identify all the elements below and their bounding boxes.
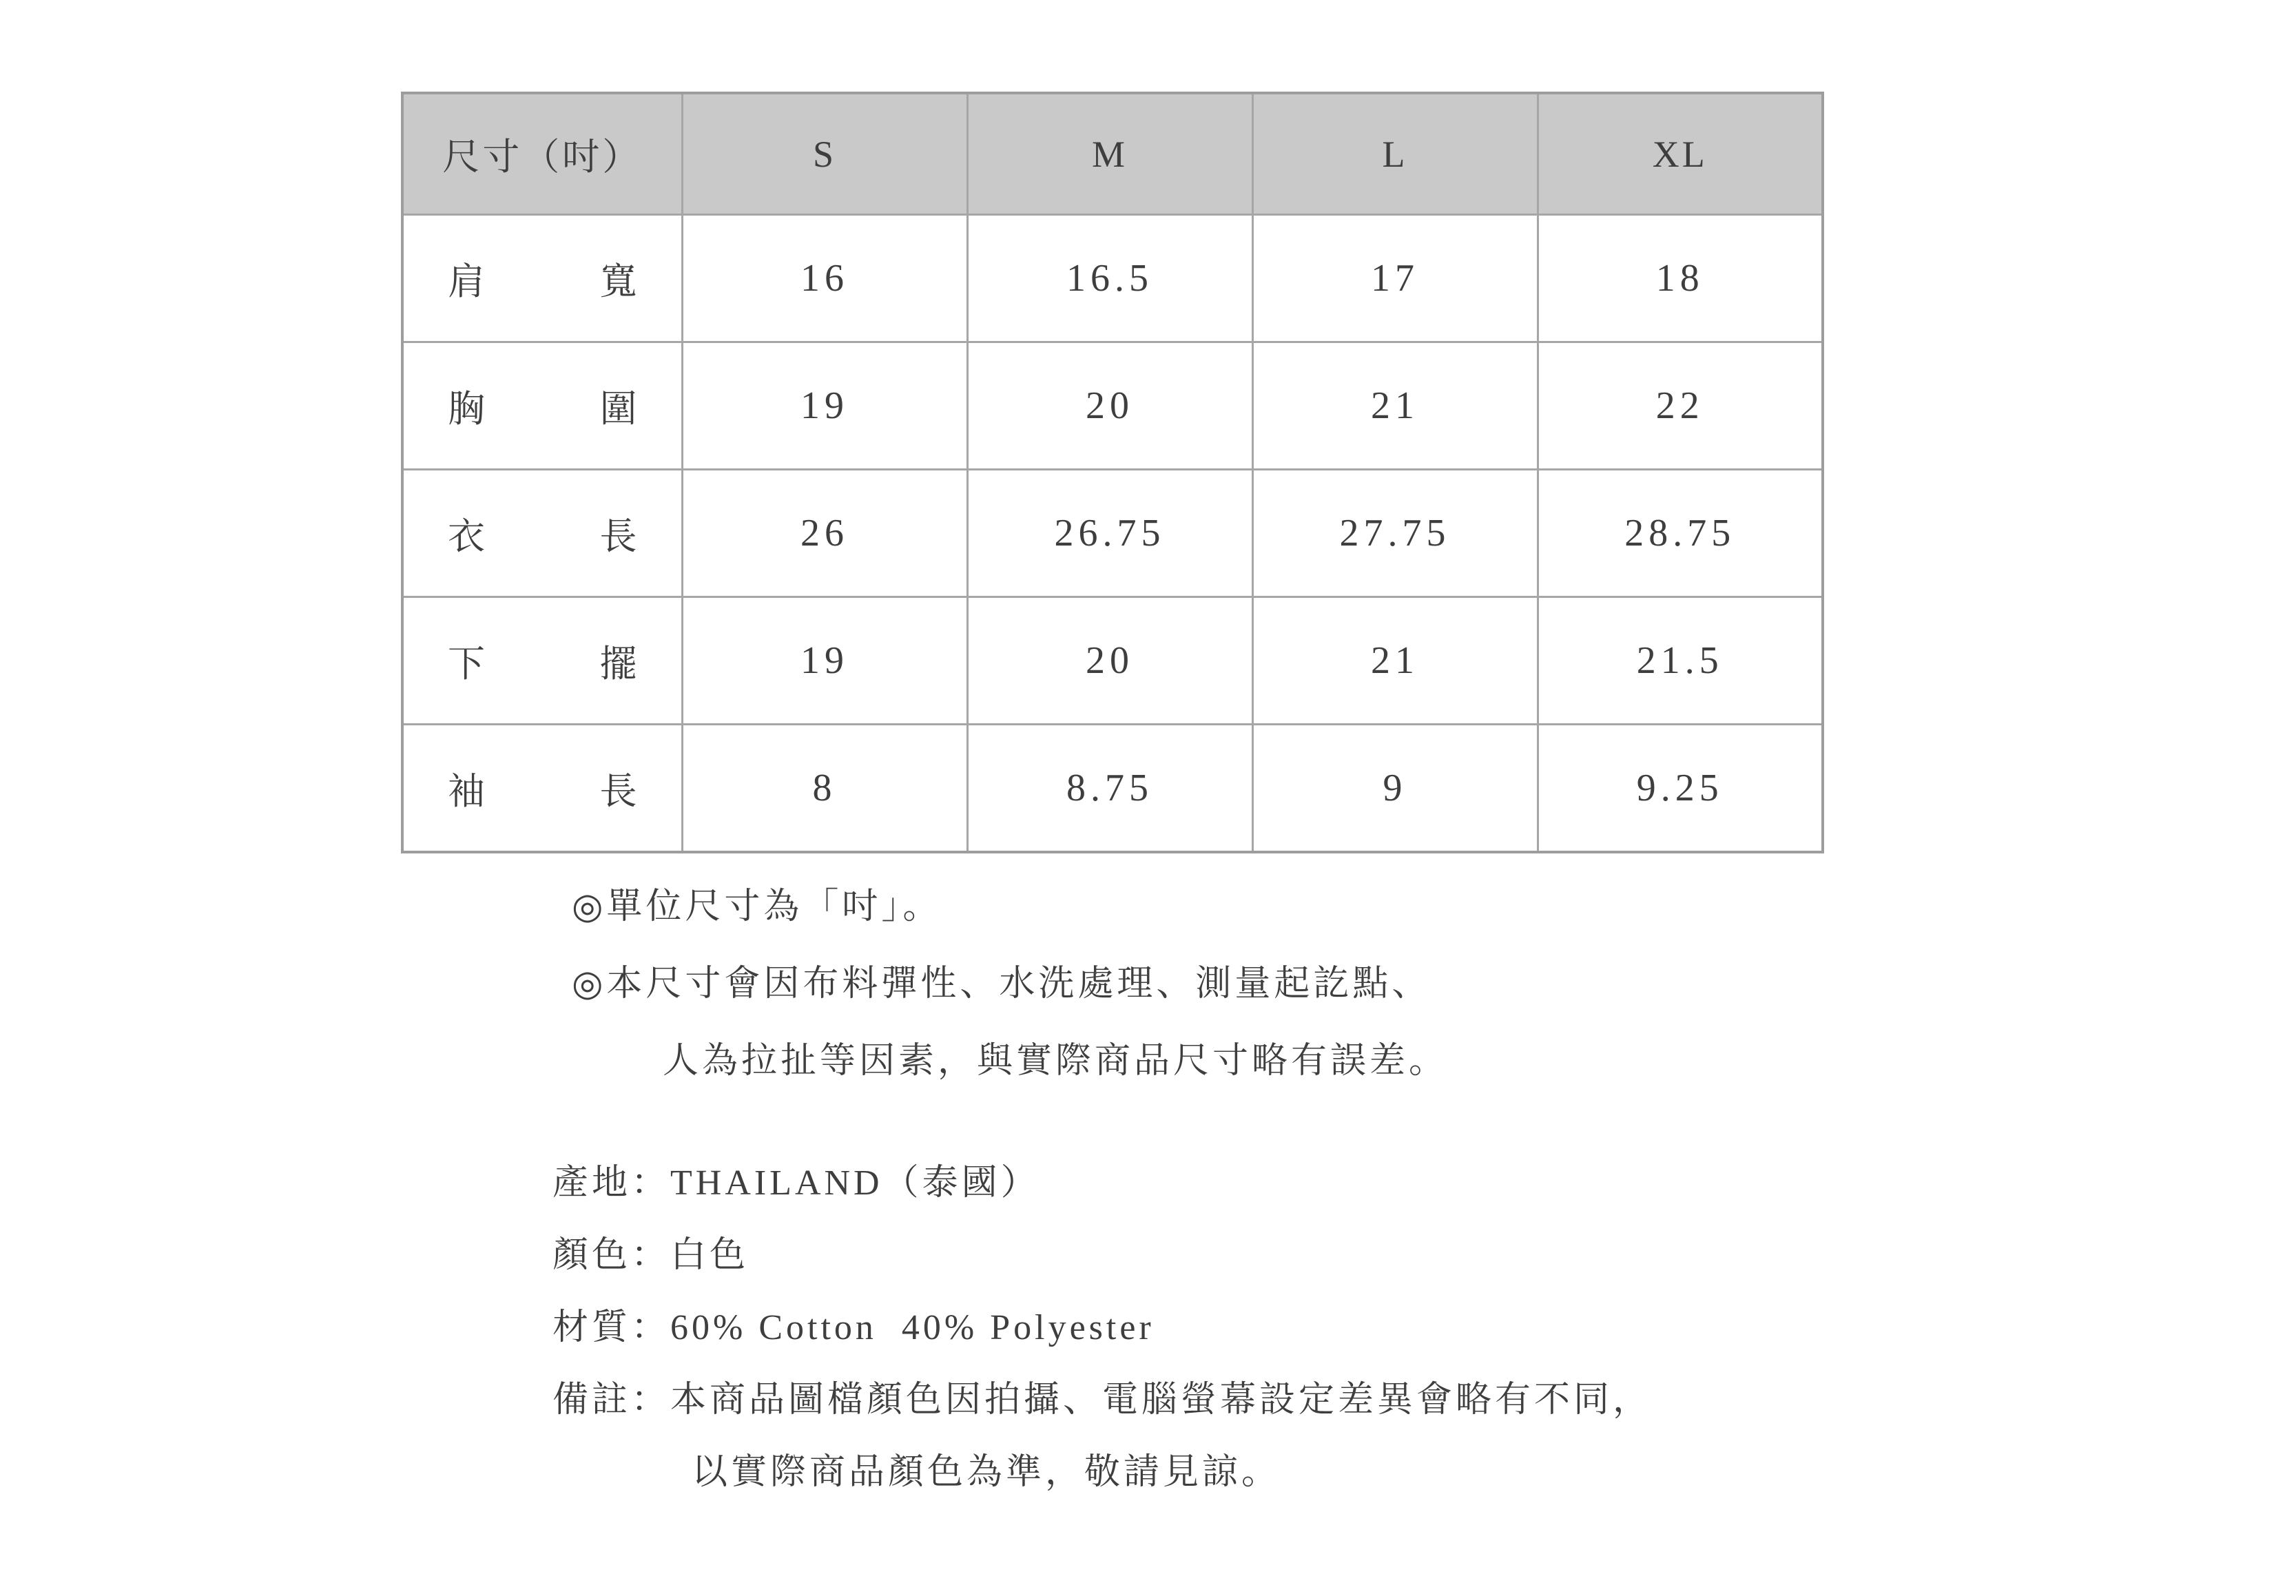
note-line-tolerance-note-cont: 人為拉扯等因素，與實際商品尺寸略有誤差。: [663, 1041, 1449, 1081]
header-size-m: M: [967, 93, 1252, 215]
row-label-shoulder-width: [402, 215, 682, 342]
cell-body-length-size-l: 27.75: [1252, 470, 1538, 597]
product-info-line-origin: 產地：THAILAND（泰國）: [552, 1163, 1040, 1203]
row-label-char: 衣: [448, 515, 485, 557]
row-label-char: 胸: [448, 388, 485, 430]
cell-shoulder-width-size-m: 16.5: [967, 215, 1252, 342]
size-table: [401, 92, 1824, 853]
table-row-shoulder-width: [402, 215, 1823, 342]
table-row-body-length: [402, 470, 1823, 597]
table-row-hem: [402, 597, 1823, 725]
header-size-s: S: [682, 93, 967, 215]
row-label-char: 下: [448, 643, 485, 685]
cell-chest-size-l: 21: [1252, 342, 1538, 470]
row-label-chest: [402, 342, 682, 470]
row-label-char: 肩: [448, 260, 485, 302]
row-label-text: [404, 725, 681, 851]
note-line-tolerance-note: ◎本尺寸會因布料彈性、水洗處理、測量起訖點、: [572, 964, 1431, 1004]
product-info-line-remark: 備註：本商品圖檔顏色因拍攝、電腦螢幕設定差異會略有不同，: [552, 1380, 1653, 1420]
cell-body-length-size-xl: 28.75: [1538, 470, 1823, 597]
row-label-char: 袖: [448, 770, 485, 812]
cell-shoulder-width-size-s: 16: [682, 215, 967, 342]
product-info-line-remark-cont: 以實際商品顏色為準，敬請見諒。: [692, 1453, 1281, 1492]
row-label-text: [404, 598, 681, 723]
size-table-header-row: [402, 93, 1823, 215]
row-label-text: [404, 343, 681, 468]
cell-chest-size-s: 19: [682, 342, 967, 470]
table-row-sleeve-length: [402, 725, 1823, 853]
product-info-line-color: 顏色：白色: [552, 1236, 749, 1275]
header-size-l: L: [1252, 93, 1538, 215]
cell-body-length-size-m: 26.75: [967, 470, 1252, 597]
cell-sleeve-length-size-s: 8: [682, 725, 967, 853]
table-row-chest: [402, 342, 1823, 470]
cell-shoulder-width-size-l: 17: [1252, 215, 1538, 342]
notes-section: [572, 869, 1448, 1100]
cell-shoulder-width-size-xl: 18: [1538, 215, 1823, 342]
row-label-hem: [402, 597, 682, 725]
cell-sleeve-length-size-l: 9: [1252, 725, 1538, 853]
row-label-sleeve-length: [402, 725, 682, 853]
cell-sleeve-length-size-xl: 9.25: [1538, 725, 1823, 853]
row-label-char: 寬: [599, 260, 637, 302]
cell-chest-size-xl: 22: [1538, 342, 1823, 470]
row-label-char: 長: [599, 770, 637, 812]
cell-hem-size-m: 20: [967, 597, 1252, 725]
size-table-body: [402, 215, 1823, 853]
product-info-section: [552, 1147, 1652, 1509]
row-label-text: [404, 470, 681, 596]
cell-hem-size-xl: 21.5: [1538, 597, 1823, 725]
note-line-unit-note: ◎單位尺寸為「吋」。: [572, 887, 942, 926]
row-label-text: [404, 216, 681, 341]
size-table-head: [402, 93, 1823, 215]
cell-sleeve-length-size-m: 8.75: [967, 725, 1252, 853]
row-label-char: 擺: [599, 643, 637, 685]
row-label-char: 長: [599, 515, 637, 557]
cell-body-length-size-s: 26: [682, 470, 967, 597]
cell-hem-size-l: 21: [1252, 597, 1538, 725]
row-label-body-length: [402, 470, 682, 597]
cell-hem-size-s: 19: [682, 597, 967, 725]
product-info-line-material: 材質：60% Cotton 40% Polyester: [552, 1308, 1155, 1347]
row-label-char: 圍: [599, 388, 637, 430]
header-size-xl: XL: [1538, 93, 1823, 215]
header-size-unit: 尺寸（吋）: [402, 93, 682, 215]
cell-chest-size-m: 20: [967, 342, 1252, 470]
